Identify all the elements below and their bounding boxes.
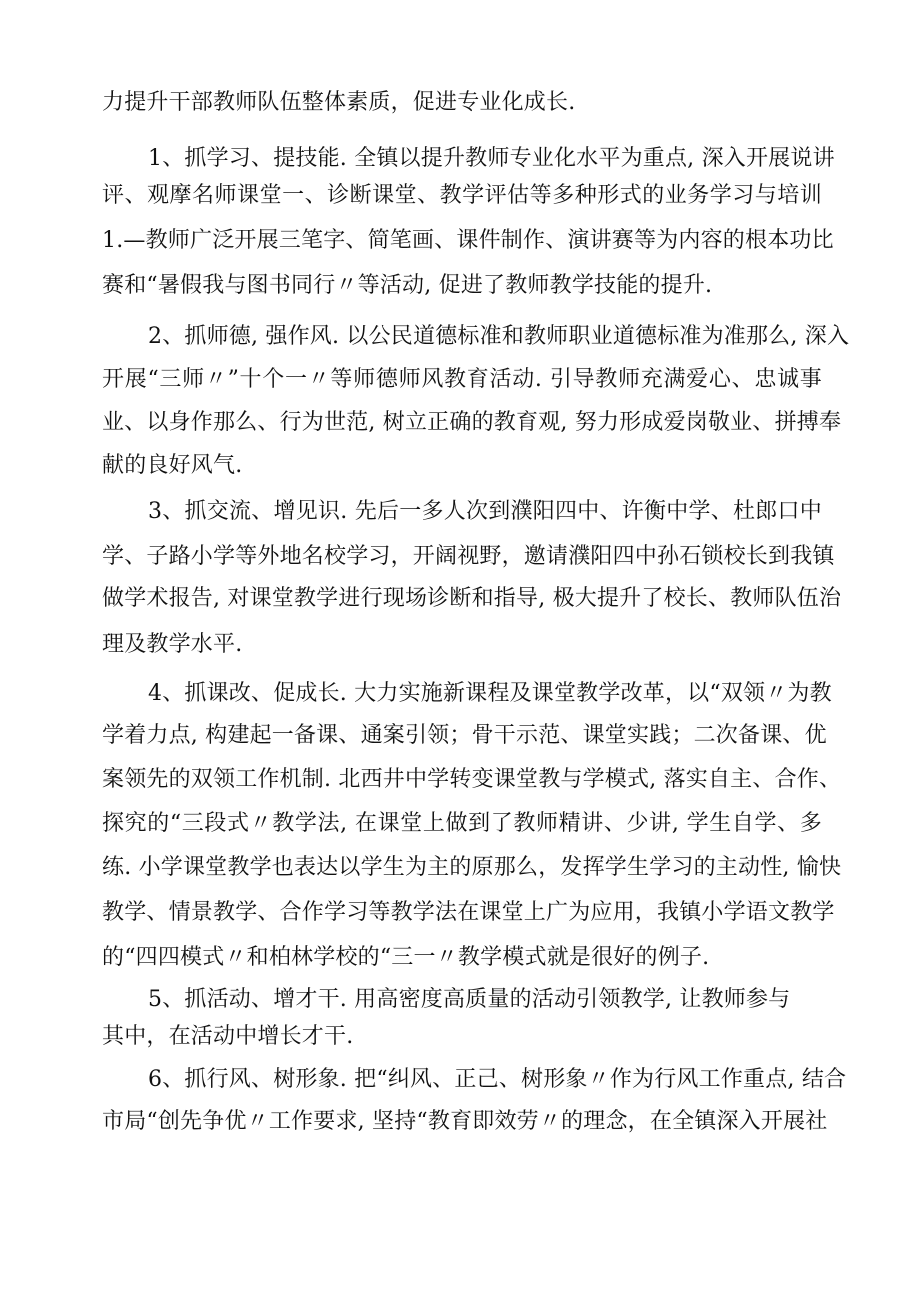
text-line-2: 1、抓学习、提技能. 全镇以提升教师专业化水平为重点, 深入开展说讲 bbox=[148, 146, 835, 171]
text-line-1: 力提升干部教师队伍整体素质，促进专业化成长. bbox=[102, 90, 576, 115]
text-line-11: 学、子路小学等外地名校学习，开阔视野，邀请濮阳四中孙石锁校长到我镇 bbox=[102, 544, 835, 569]
text-line-13: 理及教学水平. bbox=[102, 632, 243, 657]
text-line-20: 的“四四模式〃和柏林学校的“三一〃教学模式就是很好的例子. bbox=[102, 945, 710, 970]
text-line-12: 做学术报告, 对课堂教学进行现场诊断和指导, 极大提升了校长、教师队伍治 bbox=[102, 586, 842, 611]
text-line-7: 开展“三师〃”十个一〃等师德师风教育活动. 引导教师充满爱心、忠诚事 bbox=[102, 367, 822, 392]
text-line-15: 学着力点, 构建起一备课、通案引领；骨干示范、课堂实践；二次备课、优 bbox=[102, 723, 827, 748]
text-line-23: 6、抓行风、树形象. 把“纠风、正己、树形象〃作为行风工作重点, 结合 bbox=[148, 1067, 847, 1092]
text-line-6: 2、抓师德, 强作风. 以公民道德标准和教师职业道德标准为准那么, 深入 bbox=[148, 324, 850, 349]
text-line-3: 评、观摩名师课堂一、诊断课堂、教学评估等多种形式的业务学习与培训 bbox=[102, 183, 822, 208]
text-line-18: 练. 小学课堂教学也表达以学生为主的原那么，发挥学生学习的主动性, 愉快 bbox=[102, 855, 842, 880]
text-line-4: 1.—教师广泛开展三笔字、简笔画、课件制作、演讲赛等为内容的根本功比 bbox=[102, 228, 834, 253]
text-line-16: 案领先的双领工作机制. 北西井中学转变课堂教与学模式, 落实自主、合作、 bbox=[102, 767, 842, 792]
text-line-17: 探究的“三段式〃教学法, 在课堂上做到了教师精讲、少讲, 学生自学、多 bbox=[102, 811, 822, 836]
text-line-9: 献的良好风气. bbox=[102, 453, 243, 478]
text-line-14: 4、抓课改、促成长. 大力实施新课程及课堂教学改革，以“双领〃为教 bbox=[148, 681, 832, 706]
text-line-19: 教学、情景教学、合作学习等教学法在课堂上广为应用，我镇小学语文教学 bbox=[102, 900, 835, 925]
text-line-21: 5、抓活动、增才干. 用高密度高质量的活动引领教学, 让教师参与 bbox=[148, 987, 791, 1012]
text-line-22: 其中，在活动中增长才干. bbox=[102, 1024, 354, 1049]
text-line-24: 市局“创先争优〃工作要求, 坚持“教育即效劳〃的理念，在全镇深入开展社 bbox=[102, 1109, 828, 1134]
text-line-5: 赛和“暑假我与图书同行〃等活动, 促进了教师教学技能的提升. bbox=[102, 273, 713, 298]
text-line-10: 3、抓交流、增见识. 先后一多人次到濮阳四中、许衡中学、杜郎口中 bbox=[148, 499, 822, 524]
text-line-8: 业、以身作那么、行为世范, 树立正确的教育观, 努力形成爱岗敬业、拼搏奉 bbox=[102, 410, 842, 435]
